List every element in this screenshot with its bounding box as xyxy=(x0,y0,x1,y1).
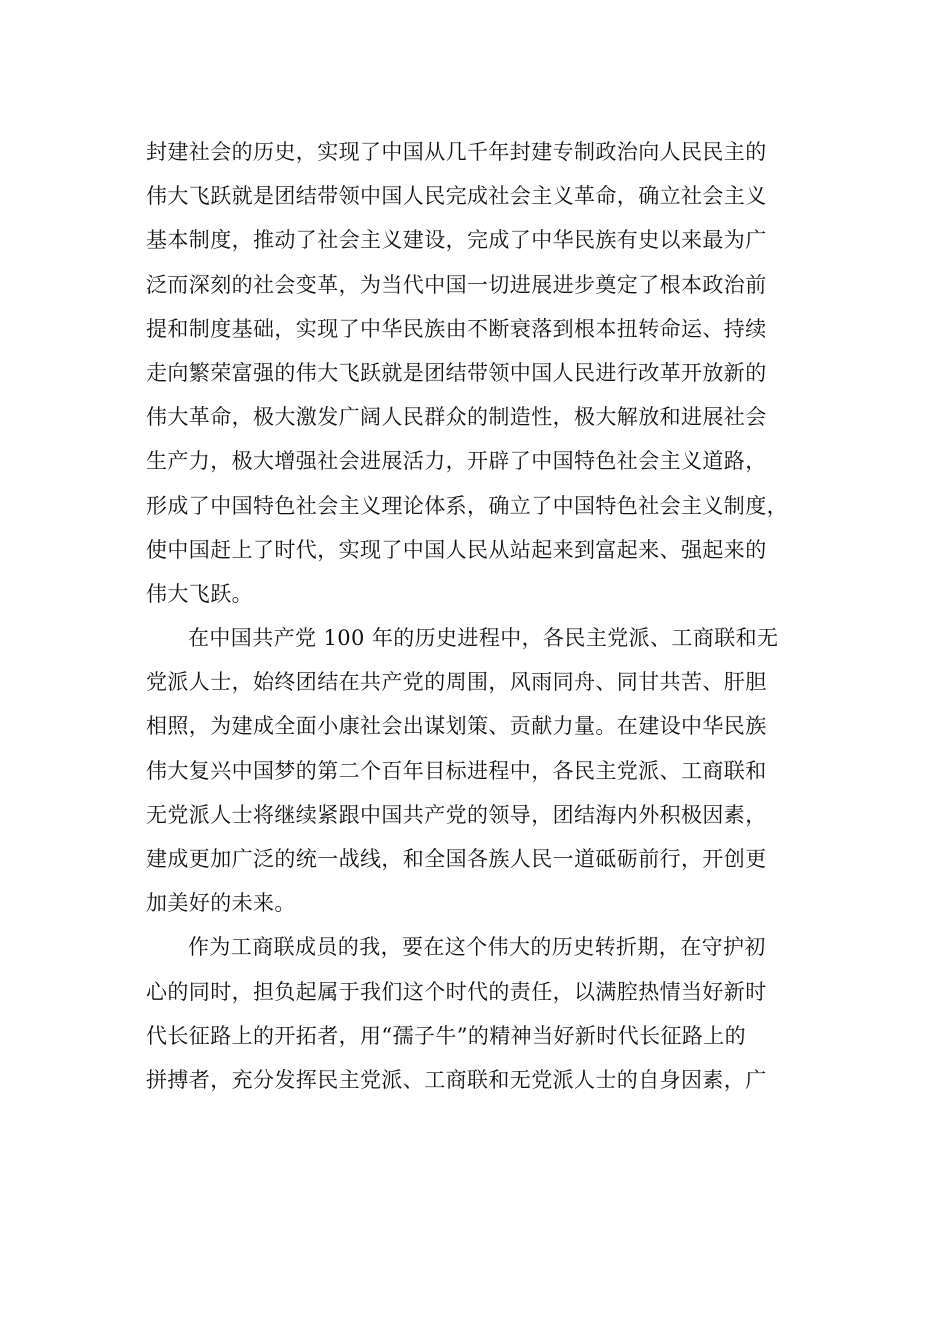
text-line: 伟大飞跃就是团结带领中国人民完成社会主义革命，确立社会主义 xyxy=(146,184,767,209)
text-line: 提和制度基础，实现了中华民族由不断衰落到根本扭转命运、持续 xyxy=(146,316,767,341)
text-line: 心的同时，担负起属于我们这个时代的责任，以满腔热情当好新时 xyxy=(146,979,767,1004)
paragraph-first-line: 在中国共产党 100 年的历史进程中，各民主党派、工商联和无 xyxy=(188,626,779,651)
text-line: 生产力，极大增强社会进展活力，开辟了中国特色社会主义道路， xyxy=(146,449,767,474)
text-line: 拼搏者，充分发挥民主党派、工商联和无党派人士的自身因素，广 xyxy=(146,1067,767,1092)
text-line: 相照，为建成全面小康社会出谋划策、贡献力量。在建设中华民族 xyxy=(146,714,767,739)
body-text xyxy=(146,130,818,1102)
paragraph-first-line: 作为工商联成员的我，要在这个伟大的历史转折期，在守护初 xyxy=(188,935,766,960)
text-line: 走向繁荣富强的伟大飞跃就是团结带领中国人民进行改革开放新的 xyxy=(146,360,767,385)
text-line: 代长征路上的开拓者，用“孺子牛”的精神当好新时代长征路上的 xyxy=(146,1023,747,1048)
text-line: 基本制度，推动了社会主义建设，完成了中华民族有史以来最为广 xyxy=(146,228,767,253)
text-line: 形成了中国特色社会主义理论体系，确立了中国特色社会主义制度， xyxy=(146,493,788,518)
text-line: 使中国赶上了时代，实现了中国人民从站起来到富起来、强起来的 xyxy=(146,537,767,562)
text-line: 泛而深刻的社会变革，为当代中国一切进展进步奠定了根本政治前 xyxy=(146,272,767,297)
text-line: 加美好的未来。 xyxy=(146,891,296,916)
text-line: 建成更加广泛的统一战线，和全国各族人民一道砥砺前行，开创更 xyxy=(146,847,767,871)
text-line: 伟大革命，极大激发广阔人民群众的制造性，极大解放和进展社会 xyxy=(146,405,767,430)
text-line: 无党派人士将继续紧跟中国共产党的领导，团结海内外积极因素， xyxy=(146,802,767,827)
text-line: 伟大飞跃。 xyxy=(146,581,253,606)
text-line: 伟大复兴中国梦的第二个百年目标进程中，各民主党派、工商联和 xyxy=(146,758,767,783)
text-line: 党派人士，始终团结在共产党的周围，风雨同舟、同甘共苦、肝胆 xyxy=(146,670,767,695)
text-line: 封建社会的历史，实现了中国从几千年封建专制政治向人民民主的 xyxy=(146,140,767,164)
